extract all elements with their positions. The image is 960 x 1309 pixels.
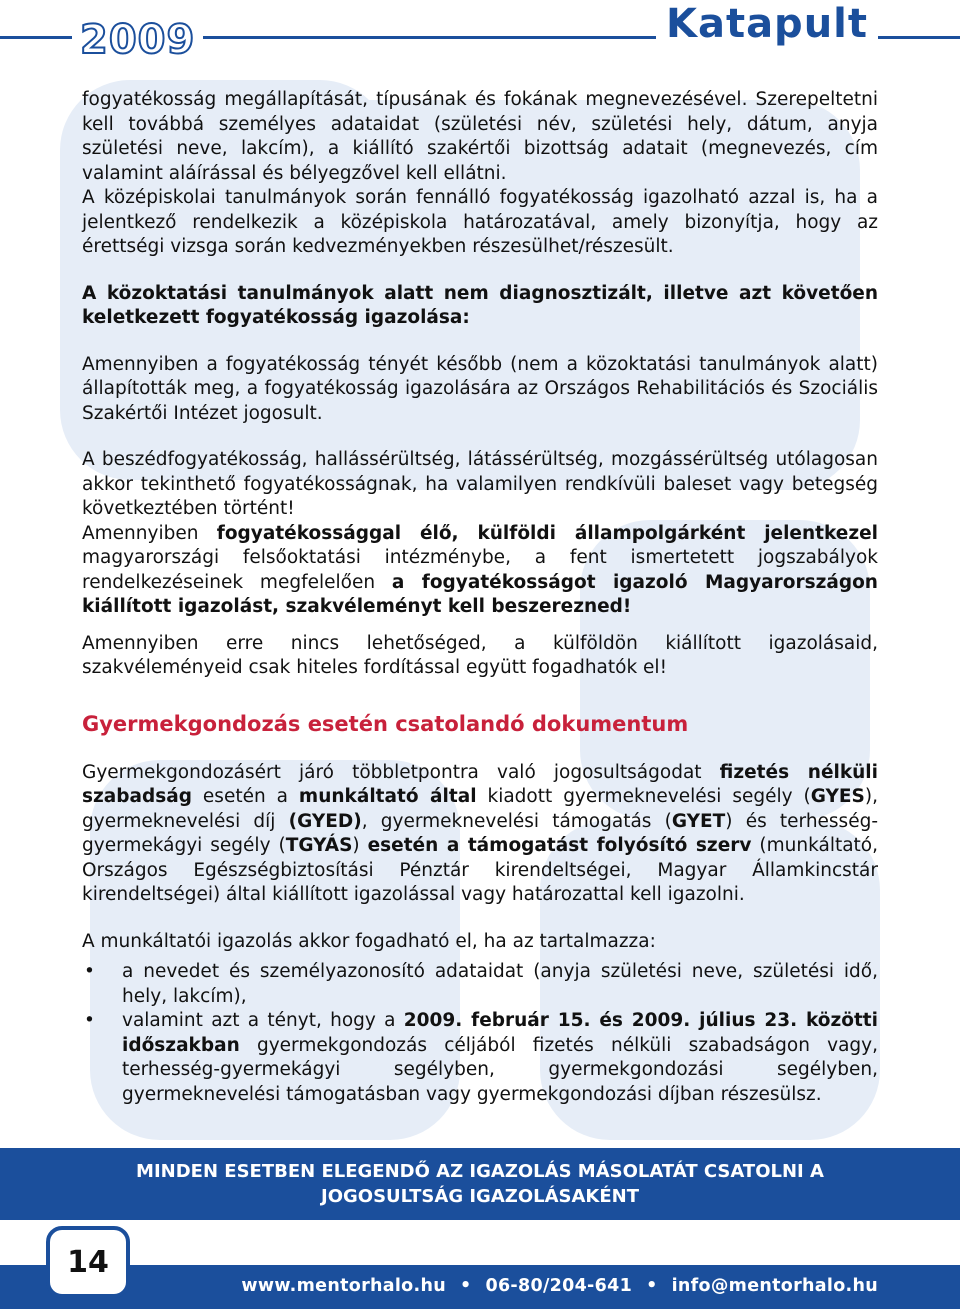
footer-email-link[interactable]: info@mentorhalo.hu — [671, 1276, 878, 1296]
bold-text: GYET — [671, 810, 726, 832]
text-run: ) — [352, 835, 368, 856]
text-run: (munkáltató, Országos Egészségbiztosítási Pénztár kirendeltségei, Magyar Államkincstár kirendeltségei) által kiállított igazolással vagy határozattal kell igazolni. — [82, 835, 878, 905]
list-item: • a nevedet és személyazonosító adataidat (anyja születési neve, születési idő, hely, lakcím), — [82, 960, 878, 1009]
page-number: 14 — [67, 1244, 109, 1280]
bold-text: TGYÁS — [285, 835, 353, 856]
section-heading: Gyermekgondozás esetén csatolandó dokumentum — [82, 711, 689, 736]
separator-dot: • — [646, 1276, 658, 1296]
paragraph — [82, 522, 878, 620]
text-run: Amennyiben — [82, 522, 217, 544]
paragraph: Amennyiben erre nincs lehetőséged, a külföldön kiállított igazolásaid, szakvéleményeid csak hiteles fordítással együtt fogadhatók el! — [82, 632, 878, 678]
page-number-box — [46, 1226, 130, 1298]
text-run: valamint azt a tényt, hogy a — [122, 1010, 404, 1031]
notice-banner — [0, 1148, 960, 1220]
header-brand-logo: Katapult — [656, 0, 878, 48]
text-run: esetén a — [191, 786, 299, 807]
page-content — [82, 88, 878, 1107]
page-header — [0, 0, 960, 64]
bold-text: a fogyatékosságot igazoló Magyarországon kiállított igazolást, szakvéleményt kell beszerezned! — [82, 571, 878, 617]
bold-text: esetén a támogatást folyósító szerv — [367, 835, 752, 856]
bold-text: fizetés nélküli szabadság — [82, 761, 878, 807]
header-year: 2009 — [72, 18, 203, 62]
separator-dot: • — [459, 1276, 472, 1296]
paragraph: A középiskolai tanulmányok során fennálló fogyatékosság igazolható azzal is, ha a jelentkező rendelkezik a középiskola határozatával, amely bizonyítja, hogy az érettségi vizsga során kedvezményekben részesülhet/részesült. — [82, 187, 878, 257]
text-run: magyarországi felsőoktatási intézménybe, a fent ismertetett jogszabályok rendelkezéseinek megfelelően — [82, 547, 878, 593]
footer-phone: 06-80/204-641 — [485, 1276, 633, 1296]
bold-text: fogyatékossággal élő, külföldi állampolgárként jelentkezel — [216, 522, 878, 544]
bold-text: 2009. február 15. és 2009. július 23. közötti időszakban — [122, 1010, 878, 1056]
text-run: Gyermekgondozásért járó többletpontra való jogosultságodat — [82, 761, 720, 783]
footer-contacts — [241, 1276, 878, 1296]
footer-website-link[interactable]: www.mentorhalo.hu — [241, 1276, 446, 1296]
text-run: , gyermeknevelési támogatás ( — [361, 810, 672, 832]
text-run: ) és terhesség-gyermekágyi segély ( — [82, 810, 879, 856]
bold-text: (GYED) — [288, 810, 362, 832]
text-run: gyermekgondozás céljából fizetés nélküli szabadságon vagy, terhesség-gyermekágyi segélyben, gyermekgondozási segélyben, gyermeknevelési támogatásban vagy gyermekgondozási díjban részesülsz. — [122, 1034, 878, 1105]
notice-text: MINDEN ESETBEN ELEGENDŐ AZ IGAZOLÁS MÁSOLATÁT CSATOLNI A JOGOSULTSÁG IGAZOLÁSAKÉNT — [136, 1161, 824, 1207]
list-item — [82, 1009, 878, 1107]
paragraph: A beszédfogyatékosság, hallássérültség, látássérültség, mozgássérültség utólagosan akkor tekinthető fogyatékosságnak, ha valamilyen rendkívüli baleset vagy betegség következtében történt! — [82, 449, 878, 519]
paragraph — [82, 761, 878, 908]
bold-text: munkáltató által — [298, 786, 477, 807]
bold-text: GYES — [810, 786, 865, 807]
paragraph: Amennyiben a fogyatékosság tényét később (nem a közoktatási tanulmányok alatt) állapították meg, a fogyatékosság igazolására az Országos Rehabilitációs és Szociális Szakértői Intézet jogosult. — [82, 353, 878, 424]
paragraph: A munkáltatói igazolás akkor fogadható el, ha az tartalmazza: — [82, 930, 656, 952]
text-run: kiadott gyermeknevelési segély ( — [476, 786, 811, 807]
paragraph: fogyatékosság megállapítását, típusának és fokának megnevezésével. Szerepeltetni kell továbbá személyes adataidat (születési név, születési hely, dátum, anyja születési neve, lakcím), a kiállító szakértői bizottság adatait (megnevezés, cím valamint aláírással és bélyegzővel kell ellátni. — [82, 89, 878, 184]
bullet-list — [82, 960, 878, 1107]
subheading: A közoktatási tanulmányok alatt nem diagnosztizált, illetve azt követően keletkezett fogyatékosság igazolása: — [82, 282, 878, 328]
page-footer — [0, 1265, 960, 1309]
text-run: ), gyermeknevelési díj — [82, 786, 878, 832]
